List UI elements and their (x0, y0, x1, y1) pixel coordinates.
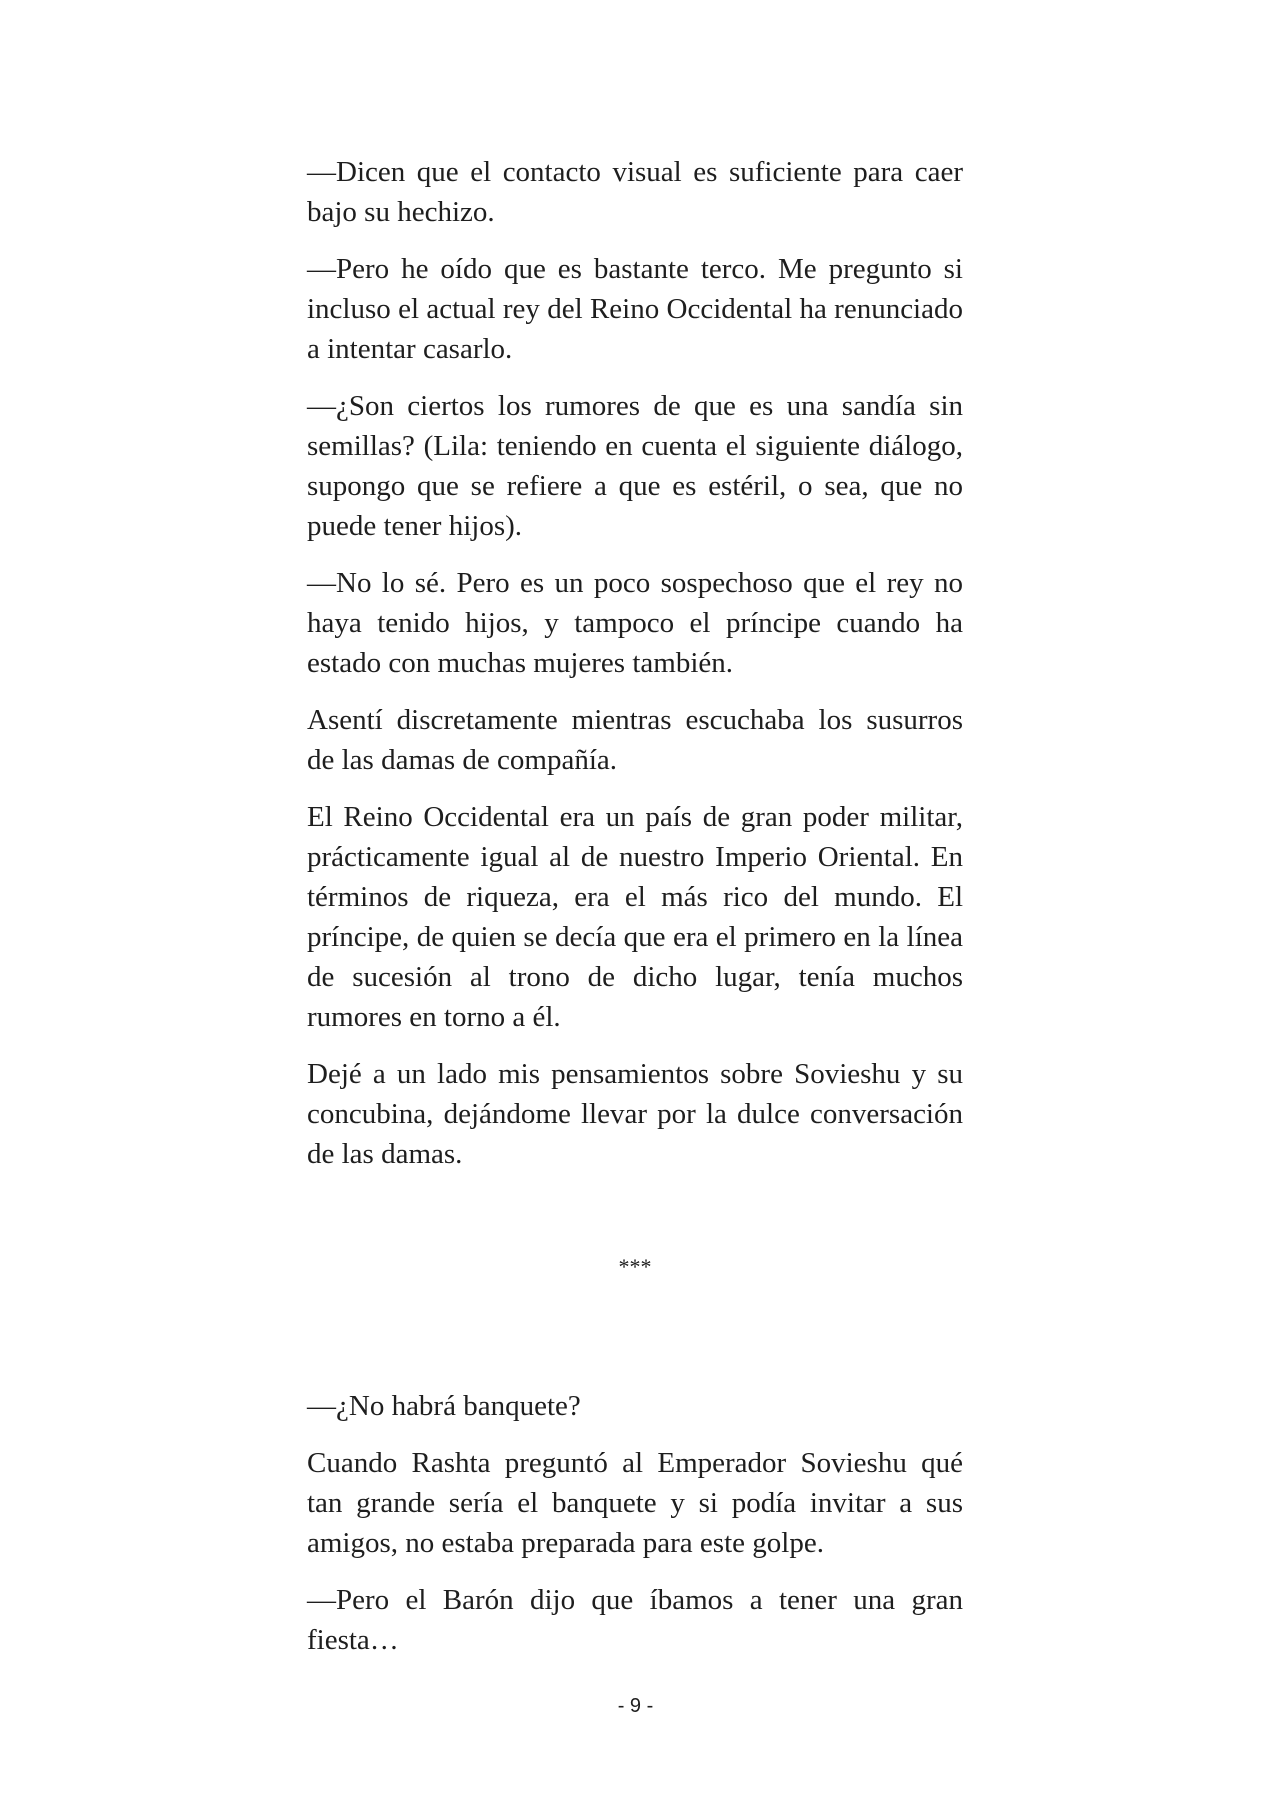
paragraph-narration-3: Dejé a un lado mis pensamientos sobre Sovieshu y su concubina, dejándome llevar por la dulce conversación de las damas. (307, 1058, 963, 1170)
paragraph-dialogue-6: —Pero el Barón dijo que íbamos a tener una gran fiesta… (307, 1584, 963, 1656)
text-column (307, 152, 963, 1677)
page-number: - 9 - (617, 1695, 654, 1717)
scene-separator: *** (618, 1254, 652, 1279)
paragraph-dialogue-2: —Pero he oído que es bastante terco. Me pregunto si incluso el actual rey del Reino Occidental ha renunciado a intentar casarlo. (307, 253, 963, 365)
paragraph-narration-4: Cuando Rashta preguntó al Emperador Sovieshu qué tan grande sería el banquete y si podía invitar a sus amigos, no estaba preparada para este golpe. (307, 1447, 963, 1559)
paragraph-dialogue-3: —¿Son ciertos los rumores de que es una sandía sin semillas? (Lila: teniendo en cuenta el siguiente diálogo, supongo que se refiere a que es estéril, o sea, que no puede tener hijos). (307, 390, 963, 542)
paragraph-narration-2: El Reino Occidental era un país de gran poder militar, prácticamente igual al de nuestro Imperio Oriental. En términos de riqueza, era el más rico del mundo. El príncipe, de quien se decía que era el primero en la línea de sucesión al trono de dicho lugar, tenía muchos rumores en torno a él. (307, 801, 963, 1033)
paragraph-dialogue-4: —No lo sé. Pero es un poco sospechoso que el rey no haya tenido hijos, y tampoco el príncipe cuando ha estado con muchas mujeres también. (307, 567, 963, 679)
paragraph-narration-1: Asentí discretamente mientras escuchaba los susurros de las damas de compañía. (307, 704, 963, 776)
paragraph-dialogue-5: —¿No habrá banquete? (307, 1390, 581, 1422)
paragraph-dialogue-1: —Dicen que el contacto visual es suficiente para caer bajo su hechizo. (307, 156, 963, 228)
